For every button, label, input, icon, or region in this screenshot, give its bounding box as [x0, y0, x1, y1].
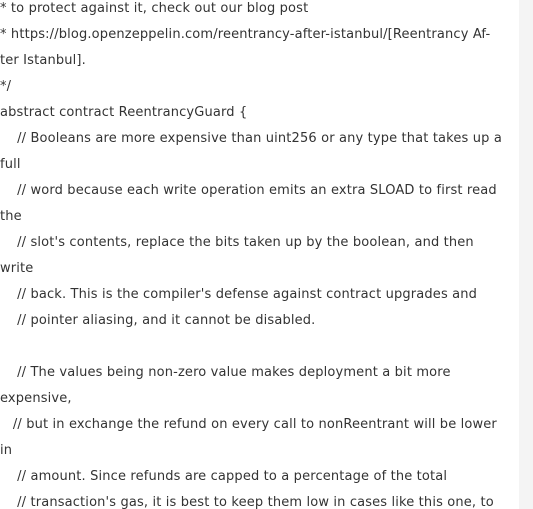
code-line: // word because each write operation emits an extra SLOAD to first read: [0, 183, 497, 198]
code-line: full: [0, 157, 21, 172]
code-line: the: [0, 209, 22, 224]
code-line: */: [0, 79, 12, 94]
code-line: // amount. Since refunds are capped to a percentage of the total: [0, 469, 448, 484]
code-line: expensive,: [0, 391, 72, 406]
page-edge-strip: [519, 0, 533, 509]
code-line: // Booleans are more expensive than uint256 or any type that takes up a: [0, 131, 502, 146]
code-line: ter Istanbul].: [0, 53, 86, 68]
code-line: * to protect against it, check out our blog post: [0, 1, 309, 16]
code-line: // but in exchange the refund on every call to nonReentrant will be lower: [0, 417, 497, 432]
code-line: * https://blog.openzeppelin.com/reentrancy-after-istanbul/[Reentrancy Af-: [0, 27, 491, 42]
code-line: write: [0, 261, 34, 276]
code-line: // slot's contents, replace the bits taken up by the boolean, and then: [0, 235, 474, 250]
code-line: abstract contract ReentrancyGuard {: [0, 105, 248, 120]
code-line: in: [0, 443, 13, 458]
code-line: // The values being non-zero value makes deployment a bit more: [0, 365, 451, 380]
code-line: // back. This is the compiler's defense against contract upgrades and: [0, 287, 478, 302]
code-line: // transaction's gas, it is best to keep them low in cases like this one, to: [0, 495, 494, 509]
code-line: // pointer aliasing, and it cannot be disabled.: [0, 313, 316, 328]
